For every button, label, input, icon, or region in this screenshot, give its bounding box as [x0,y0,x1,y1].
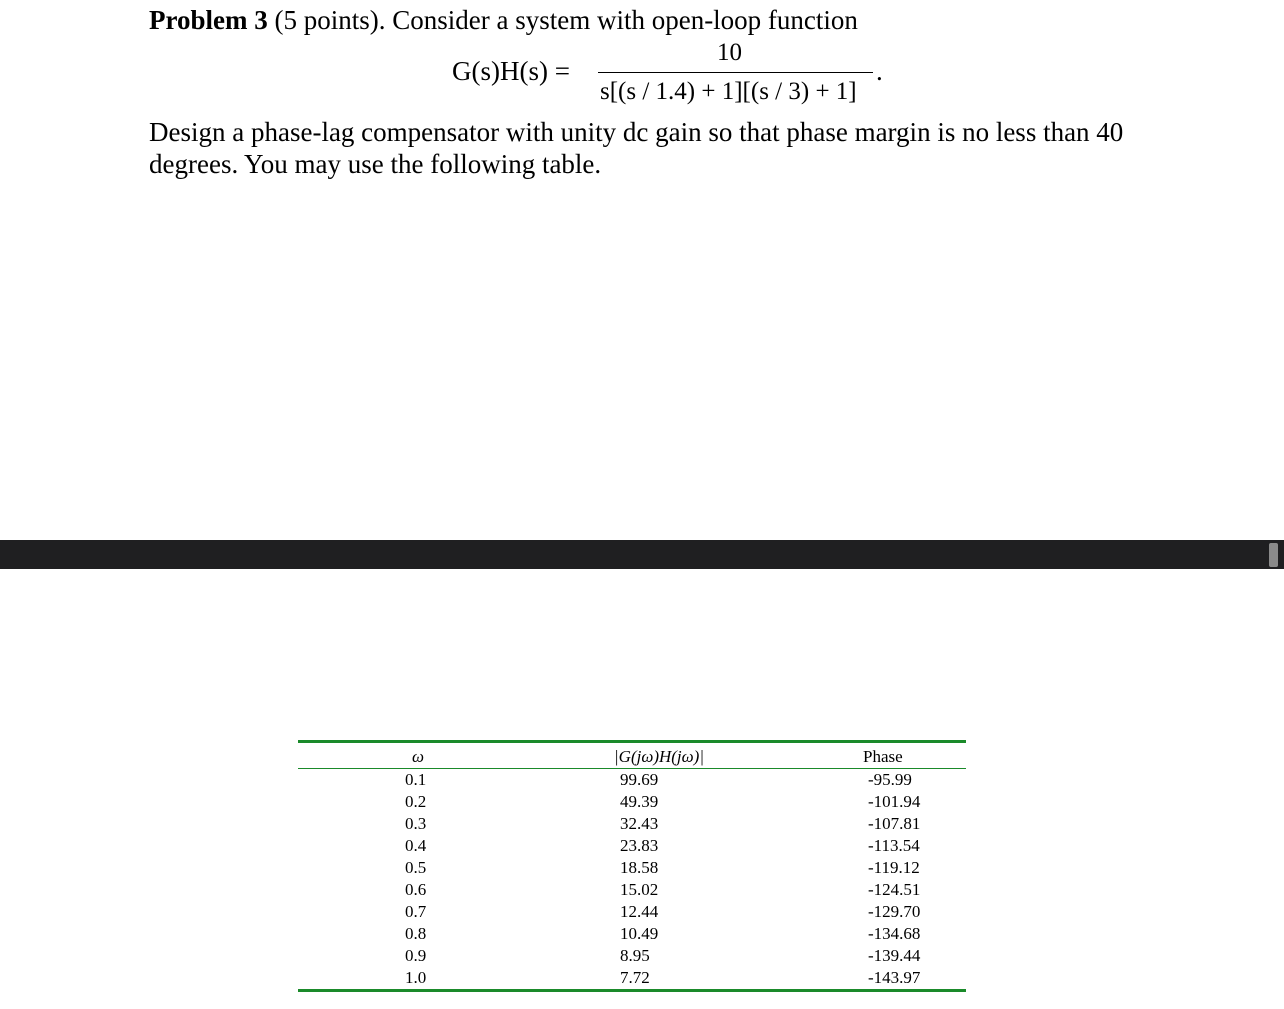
cell-magnitude: 49.39 [620,792,659,811]
cell-magnitude: 15.02 [620,880,659,899]
problem-heading [149,2,858,38]
header-magnitude: |G(jω)H(jω)| [614,747,704,766]
table-row [298,769,966,792]
problem-prompt: Design a phase-lag compensator with unity dc gain so that phase margin is no less than 40 degrees. You may use the following table. [149,117,1124,179]
table-body [298,769,966,991]
table-row [298,857,966,879]
equation-period: . [876,56,883,86]
table-row [298,791,966,813]
cell-phase: -124.51 [868,880,921,899]
cell-magnitude: 23.83 [620,836,659,855]
cell-magnitude: 99.69 [620,770,659,789]
cell-omega: 0.8 [405,924,427,943]
cell-phase: -119.12 [868,858,920,877]
equation-numerator: 10 [717,39,742,66]
viewer-separator-bar [0,540,1284,569]
cell-phase: -101.94 [868,792,921,811]
cell-omega: 0.9 [405,946,427,965]
cell-omega: 0.3 [405,814,427,833]
cell-phase: -129.70 [868,902,921,921]
cell-omega: 0.4 [405,836,427,855]
table-header-row [298,742,966,769]
cell-phase: -134.68 [868,924,921,943]
cell-phase: -113.54 [868,836,920,855]
equation-denominator: s[(s / 1.4) + 1][(s / 3) + 1] [600,78,857,105]
cell-magnitude: 12.44 [620,902,659,921]
cell-magnitude: 18.58 [620,858,659,877]
cell-omega: 0.1 [405,770,427,789]
header-omega: ω [412,747,425,766]
table-row [298,879,966,901]
problem-points-intro: (5 points). Consider a system with open-loop function [267,5,858,35]
table-row [298,813,966,835]
table-row [298,967,966,991]
cell-magnitude: 32.43 [620,814,659,833]
cell-omega: 0.7 [405,902,427,921]
cell-phase: -143.97 [868,968,921,987]
fraction-bar [598,72,873,73]
table-row [298,835,966,857]
cell-magnitude: 10.49 [620,924,659,943]
equation-lhs: G(s)H(s) = [452,56,570,86]
cell-magnitude: 7.72 [620,968,650,987]
header-phase: Phase [863,747,903,766]
cell-phase: -95.99 [868,770,912,789]
cell-omega: 0.6 [405,880,427,899]
cell-omega: 0.2 [405,792,427,811]
table-row [298,901,966,923]
open-loop-equation [452,40,892,110]
cell-phase: -107.81 [868,814,921,833]
table-row [298,923,966,945]
cell-omega: 0.5 [405,858,427,877]
cell-omega: 1.0 [405,968,427,987]
frequency-response-table [298,740,966,992]
cell-phase: -139.44 [868,946,921,965]
problem-label: Problem 3 [149,5,268,35]
cell-magnitude: 8.95 [620,946,650,965]
scrollbar-thumb[interactable] [1269,543,1278,567]
table-row [298,945,966,967]
